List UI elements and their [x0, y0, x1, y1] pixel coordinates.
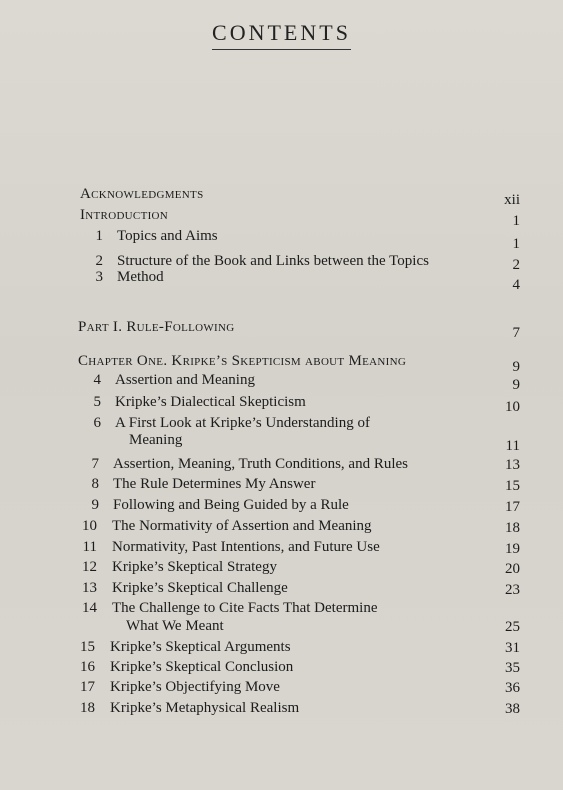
section-number: 5: [93, 394, 101, 410]
toc-page-number: 20: [505, 561, 520, 577]
toc-entry-label: Assertion, Meaning, Truth Conditions, and Rules: [113, 456, 409, 472]
toc-page-number: 36: [505, 680, 520, 696]
toc-page-number: 23: [505, 582, 520, 598]
toc-entry-label: Kripke’s Objectifying Move: [110, 679, 280, 695]
section-number: 3: [95, 269, 103, 285]
toc-entry-label: A First Look at Kripke’s Understanding of: [115, 415, 370, 431]
toc-entry[interactable]: [0, 370, 563, 393]
toc-entry[interactable]: [0, 698, 563, 718]
toc-entry[interactable]: [0, 598, 563, 618]
toc-entry[interactable]: [0, 474, 563, 494]
toc-entry-label: Part I. Rule-Following: [78, 319, 235, 335]
toc-page-number: 9: [512, 359, 520, 375]
toc-entry-label-continued: What We Meant: [126, 618, 224, 634]
toc-entry[interactable]: [0, 226, 563, 252]
toc-page-number: 13: [505, 457, 520, 473]
toc-page-number: 18: [505, 520, 520, 536]
section-number: 10: [82, 518, 97, 534]
section-number: 6: [93, 415, 101, 431]
toc-entry-label-continued: Meaning: [129, 432, 183, 448]
toc-entry[interactable]: [0, 267, 563, 293]
toc-entry-chapter-1[interactable]: [0, 351, 563, 375]
toc-entry[interactable]: [0, 657, 563, 677]
section-number: 16: [80, 659, 95, 675]
section-number: 9: [91, 497, 99, 513]
toc-page-number: 4: [512, 277, 520, 293]
toc-page-number: 17: [505, 499, 520, 515]
toc-entry-label: The Rule Determines My Answer: [113, 476, 316, 492]
toc-entry-label: Introduction: [80, 207, 169, 223]
toc-page-number: 35: [505, 660, 520, 676]
toc-page-number: 10: [505, 399, 520, 415]
section-number: 11: [82, 539, 97, 555]
chapter-label: Chapter One. Kripke’s Skepticism about Meaning: [78, 353, 407, 369]
toc-entry-label: [78, 351, 406, 371]
toc-page-number: 25: [505, 619, 520, 635]
toc-entry-introduction[interactable]: [0, 205, 563, 229]
toc-entry-label: Structure of the Book and Links between the Topics: [117, 253, 429, 269]
section-number: 8: [91, 476, 99, 492]
toc-entry-acknowledgments[interactable]: [0, 184, 563, 208]
toc-entry-label: The Normativity of Assertion and Meaning: [112, 518, 372, 534]
toc-page-number: xii: [504, 192, 520, 208]
toc-entry-label: Kripke’s Skeptical Challenge: [112, 580, 288, 596]
section-number: 18: [80, 700, 95, 716]
section-number: 13: [82, 580, 97, 596]
toc-entry-label: Following and Being Guided by a Rule: [113, 497, 349, 513]
toc-page-number: 11: [505, 438, 520, 454]
toc-page-number: 2: [512, 257, 520, 273]
toc-entry[interactable]: [0, 677, 563, 697]
section-number: 4: [93, 372, 101, 388]
toc-entry[interactable]: [0, 516, 563, 536]
section-number: 17: [80, 679, 95, 695]
contents-title-block: [0, 20, 563, 50]
toc-entry[interactable]: [0, 578, 563, 598]
section-number: 1: [95, 228, 103, 244]
contents-title: CONTENTS: [212, 20, 351, 50]
toc-entry-continuation[interactable]: [0, 616, 563, 636]
toc-page-number: 38: [505, 701, 520, 717]
section-number: 7: [91, 456, 99, 472]
toc-entry-label: Normativity, Past Intentions, and Future Use: [112, 539, 380, 555]
toc-page-number: 31: [505, 640, 520, 656]
toc-page-number: 1: [512, 236, 520, 252]
toc-entry[interactable]: [0, 637, 563, 657]
toc-entry-label: Kripke’s Skeptical Strategy: [112, 559, 277, 575]
toc-entry-label: Kripke’s Skeptical Arguments: [110, 639, 291, 655]
section-number: 14: [82, 600, 97, 616]
section-number: 15: [80, 639, 95, 655]
toc-page-number: 1: [512, 213, 520, 229]
toc-page-number: 19: [505, 541, 520, 557]
toc-entry-part-1[interactable]: [0, 317, 563, 341]
toc-entry[interactable]: [0, 495, 563, 515]
toc-entry-label: The Challenge to Cite Facts That Determine: [112, 600, 378, 616]
toc-entry-label: Topics and Aims: [117, 228, 218, 244]
toc-entry[interactable]: [0, 454, 563, 474]
section-number: 2: [95, 253, 103, 269]
toc-page-number: 9: [512, 377, 520, 393]
toc-entry-label: Acknowledgments: [80, 186, 204, 202]
toc-entry-label: Kripke’s Dialectical Skepticism: [115, 394, 306, 410]
toc-entry-label: Assertion and Meaning: [115, 372, 255, 388]
toc-page-number: 7: [512, 325, 520, 341]
toc-entry[interactable]: [0, 537, 563, 557]
toc-entry-label: Method: [117, 269, 164, 285]
section-number: 12: [82, 559, 97, 575]
toc-entry-label: Kripke’s Metaphysical Realism: [110, 700, 300, 716]
toc-entry[interactable]: [0, 392, 563, 415]
toc-entry-label: Kripke’s Skeptical Conclusion: [110, 659, 294, 675]
toc-entry[interactable]: [0, 557, 563, 577]
toc-page-number: 15: [505, 478, 520, 494]
toc-entry-continuation[interactable]: [0, 430, 563, 454]
